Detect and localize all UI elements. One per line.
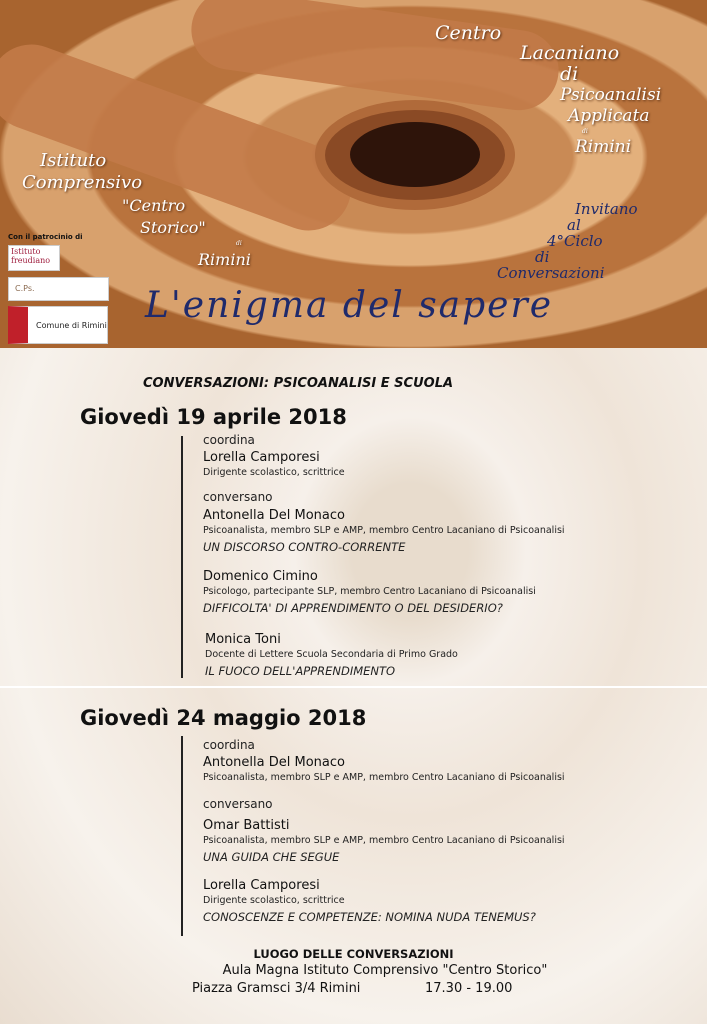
speaker-name: Lorella Camporesi — [203, 878, 320, 893]
talk-title: DIFFICOLTA' DI APPRENDIMENTO O DEL DESIDERIO? — [203, 601, 503, 615]
venue-place: Aula Magna Istituto Comprensivo "Centro Storico" — [222, 963, 548, 978]
section-divider — [0, 686, 707, 688]
organizer-text: Applicata — [568, 106, 650, 126]
istituto-freudiano-logo: Istituto freudiano — [8, 245, 60, 271]
speaker-role: Psicoanalista, membro SLP e AMP, membro Centro Lacaniano di Psicoanalisi — [203, 835, 565, 846]
speaker-role: Psicoanalista, membro SLP e AMP, membro Centro Lacaniano di Psicoanalisi — [203, 525, 565, 536]
invite-text: al — [567, 216, 581, 234]
organizer-text: di — [582, 128, 588, 135]
clay-pot-image — [315, 100, 515, 210]
speakers-label: conversano — [203, 797, 273, 811]
coordinator-name: Antonella Del Monaco — [203, 755, 345, 770]
talk-title: CONOSCENZE E COMPETENZE: NOMINA NUDA TENEMUS? — [203, 910, 536, 924]
organizer-text: Istituto — [40, 150, 107, 171]
event-date: Giovedì 19 aprile 2018 — [80, 405, 347, 429]
organizer-text: Storico" — [140, 218, 206, 237]
comune-rimini-logo: Comune di Rimini — [8, 306, 108, 344]
speaker-name: Monica Toni — [205, 632, 281, 647]
divider-line — [181, 436, 183, 678]
event-title: L'enigma del sapere — [145, 285, 554, 326]
speakers-label: conversano — [203, 490, 273, 504]
section-title: CONVERSAZIONI: PSICOANALISI E SCUOLA — [143, 376, 454, 391]
organizer-text: Rimini — [575, 137, 632, 157]
talk-title: IL FUOCO DELL'APPRENDIMENTO — [205, 664, 396, 678]
venue-address: Piazza Gramsci 3/4 Rimini — [192, 981, 361, 996]
coordinator-role: Psicoanalista, membro SLP e AMP, membro Centro Lacaniano di Psicoanalisi — [203, 772, 565, 783]
organizer-text: di — [236, 240, 242, 247]
invite-text: Invitano — [575, 200, 638, 218]
patronage-label: Con il patrocinio di — [8, 233, 83, 241]
cps-logo: C.Ps. — [8, 277, 109, 301]
invite-text: Conversazioni — [497, 264, 605, 282]
header-banner — [0, 0, 707, 348]
speaker-role: Psicologo, partecipante SLP, membro Centro Lacaniano di Psicoanalisi — [203, 586, 536, 597]
coordinator-name: Lorella Camporesi — [203, 450, 320, 465]
speaker-name: Antonella Del Monaco — [203, 508, 345, 523]
organizer-text: Lacaniano — [520, 42, 620, 64]
hand-image — [186, 0, 564, 115]
venue-heading: LUOGO DELLE CONVERSAZIONI — [253, 947, 454, 961]
organizer-text: Psicoanalisi — [560, 85, 662, 105]
organizer-text: Centro — [435, 22, 502, 44]
invite-text: di — [535, 248, 550, 266]
invite-text: 4°Ciclo — [547, 232, 603, 250]
speaker-name: Domenico Cimino — [203, 569, 318, 584]
divider-line — [181, 736, 183, 936]
talk-title: UN DISCORSO CONTRO-CORRENTE — [203, 540, 406, 554]
speaker-name: Omar Battisti — [203, 818, 290, 833]
organizer-text: "Centro — [122, 196, 186, 215]
talk-title: UNA GUIDA CHE SEGUE — [203, 850, 340, 864]
venue-time: 17.30 - 19.00 — [425, 981, 513, 996]
speaker-role: Docente di Lettere Scuola Secondaria di Primo Grado — [205, 649, 458, 660]
organizer-text: Comprensivo — [22, 172, 143, 193]
event-date: Giovedì 24 maggio 2018 — [80, 706, 367, 730]
organizer-text: di — [560, 63, 579, 85]
organizer-text: Rimini — [198, 250, 251, 269]
coordinator-label: coordina — [203, 433, 255, 447]
coordinator-role: Dirigente scolastico, scrittrice — [203, 467, 345, 478]
speaker-role: Dirigente scolastico, scrittrice — [203, 895, 345, 906]
coordinator-label: coordina — [203, 738, 255, 752]
